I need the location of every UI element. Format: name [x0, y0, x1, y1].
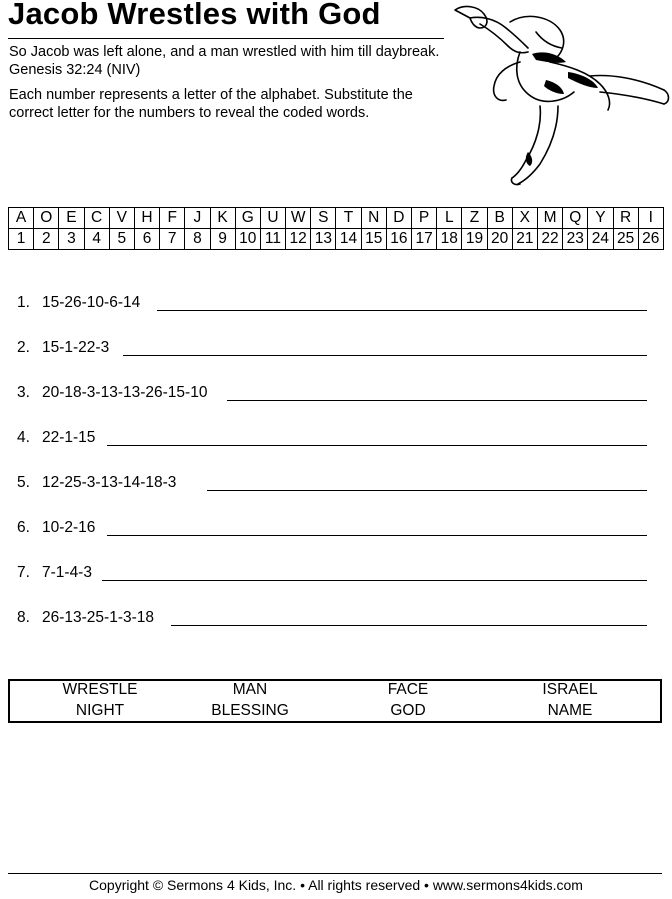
- coded-numbers: 26-13-25-1-3-18: [42, 609, 155, 626]
- scripture-verse: So Jacob was left alone, and a man wrestled with him till daybreak. Genesis 32:24 (NIV): [9, 44, 440, 78]
- cipher-number-cell: 19: [462, 229, 487, 250]
- puzzle-question: [17, 474, 647, 498]
- title-underline: [8, 38, 444, 39]
- cipher-letter-cell: W: [286, 208, 311, 229]
- question-number: 8.: [17, 609, 30, 626]
- cipher-number-cell: 26: [638, 229, 663, 250]
- coded-numbers: 15-26-10-6-14: [42, 294, 141, 311]
- cipher-letter-cell: H: [134, 208, 159, 229]
- cipher-letter-cell: G: [235, 208, 260, 229]
- cipher-number-cell: 6: [134, 229, 159, 250]
- word-bank: [8, 679, 662, 723]
- answer-line[interactable]: [227, 400, 647, 401]
- puzzle-question: [17, 384, 647, 408]
- word-bank-word: GOD: [390, 702, 426, 719]
- question-number: 3.: [17, 384, 30, 401]
- answer-line[interactable]: [107, 445, 647, 446]
- cipher-letter-cell: K: [210, 208, 235, 229]
- puzzle-question: [17, 564, 647, 588]
- cipher-letter-cell: J: [185, 208, 210, 229]
- cipher-number-cell: 21: [512, 229, 537, 250]
- cipher-letter-cell: C: [84, 208, 109, 229]
- wrestlers-illustration-icon: [450, 2, 670, 187]
- cipher-number-cell: 18: [437, 229, 462, 250]
- cipher-letter-cell: M: [537, 208, 562, 229]
- answer-line[interactable]: [123, 355, 647, 356]
- coded-numbers: 10-2-16: [42, 519, 96, 536]
- cipher-letter-cell: E: [59, 208, 84, 229]
- cipher-letter-cell: Q: [563, 208, 588, 229]
- cipher-number-cell: 3: [59, 229, 84, 250]
- instructions-text: Each number represents a letter of the alphabet. Substitute the correct letter for the numbers to reveal the coded words.: [9, 87, 413, 121]
- page-title: Jacob Wrestles with God: [8, 0, 381, 31]
- cipher-letter-cell: R: [613, 208, 638, 229]
- coded-numbers: 20-18-3-13-13-26-15-10: [42, 384, 208, 401]
- question-number: 1.: [17, 294, 30, 311]
- question-number: 4.: [17, 429, 30, 446]
- cipher-number-cell: 4: [84, 229, 109, 250]
- cipher-key-table: [8, 207, 664, 250]
- cipher-numbers-row: [9, 229, 664, 250]
- cipher-number-cell: 12: [286, 229, 311, 250]
- cipher-number-cell: 5: [109, 229, 134, 250]
- word-bank-word: FACE: [387, 681, 429, 698]
- word-bank-word: BLESSING: [211, 702, 289, 719]
- cipher-letter-cell: Y: [588, 208, 613, 229]
- cipher-number-cell: 1: [9, 229, 34, 250]
- answer-line[interactable]: [102, 580, 647, 581]
- cipher-number-cell: 25: [613, 229, 638, 250]
- question-number: 6.: [17, 519, 30, 536]
- answer-line[interactable]: [157, 310, 647, 311]
- cipher-letter-cell: Z: [462, 208, 487, 229]
- cipher-letter-cell: N: [361, 208, 386, 229]
- puzzle-question: [17, 429, 647, 453]
- cipher-letter-cell: O: [34, 208, 59, 229]
- cipher-number-cell: 23: [563, 229, 588, 250]
- word-bank-word: NIGHT: [75, 702, 125, 719]
- cipher-letter-cell: V: [109, 208, 134, 229]
- puzzle-question: [17, 294, 647, 318]
- answer-line[interactable]: [207, 490, 647, 491]
- puzzle-question: [17, 339, 647, 363]
- cipher-number-cell: 11: [260, 229, 285, 250]
- coded-numbers: 7-1-4-3: [42, 564, 92, 581]
- cipher-letter-cell: U: [260, 208, 285, 229]
- cipher-number-cell: 13: [311, 229, 336, 250]
- question-number: 7.: [17, 564, 30, 581]
- word-bank-word: ISRAEL: [542, 681, 598, 698]
- word-bank-word: NAME: [547, 702, 593, 719]
- cipher-number-cell: 7: [160, 229, 185, 250]
- cipher-number-cell: 10: [235, 229, 260, 250]
- copyright-footer: Copyright © Sermons 4 Kids, Inc. • All rights reserved • www.sermons4kids.com: [89, 877, 583, 893]
- cipher-letter-cell: I: [638, 208, 663, 229]
- answer-line[interactable]: [171, 625, 647, 626]
- cipher-number-cell: 16: [386, 229, 411, 250]
- footer-divider: [8, 873, 662, 874]
- cipher-number-cell: 14: [336, 229, 361, 250]
- cipher-number-cell: 20: [487, 229, 512, 250]
- cipher-number-cell: 17: [412, 229, 437, 250]
- question-number: 2.: [17, 339, 30, 356]
- question-number: 5.: [17, 474, 30, 491]
- cipher-letter-cell: F: [160, 208, 185, 229]
- cipher-letter-cell: P: [412, 208, 437, 229]
- cipher-letter-cell: A: [9, 208, 34, 229]
- puzzle-question: [17, 519, 647, 543]
- cipher-letter-cell: B: [487, 208, 512, 229]
- cipher-letter-cell: D: [386, 208, 411, 229]
- cipher-number-cell: 22: [537, 229, 562, 250]
- coded-numbers: 12-25-3-13-14-18-3: [42, 474, 177, 491]
- cipher-letter-cell: X: [512, 208, 537, 229]
- cipher-letter-cell: S: [311, 208, 336, 229]
- cipher-number-cell: 2: [34, 229, 59, 250]
- coded-numbers: 15-1-22-3: [42, 339, 110, 356]
- cipher-letter-cell: T: [336, 208, 361, 229]
- word-bank-word: WRESTLE: [62, 681, 138, 698]
- cipher-letters-row: [9, 208, 664, 229]
- answer-line[interactable]: [107, 535, 647, 536]
- cipher-number-cell: 15: [361, 229, 386, 250]
- cipher-number-cell: 9: [210, 229, 235, 250]
- cipher-number-cell: 8: [185, 229, 210, 250]
- coded-numbers: 22-1-15: [42, 429, 96, 446]
- puzzle-question: [17, 609, 647, 633]
- word-bank-word: MAN: [232, 681, 268, 698]
- cipher-number-cell: 24: [588, 229, 613, 250]
- cipher-letter-cell: L: [437, 208, 462, 229]
